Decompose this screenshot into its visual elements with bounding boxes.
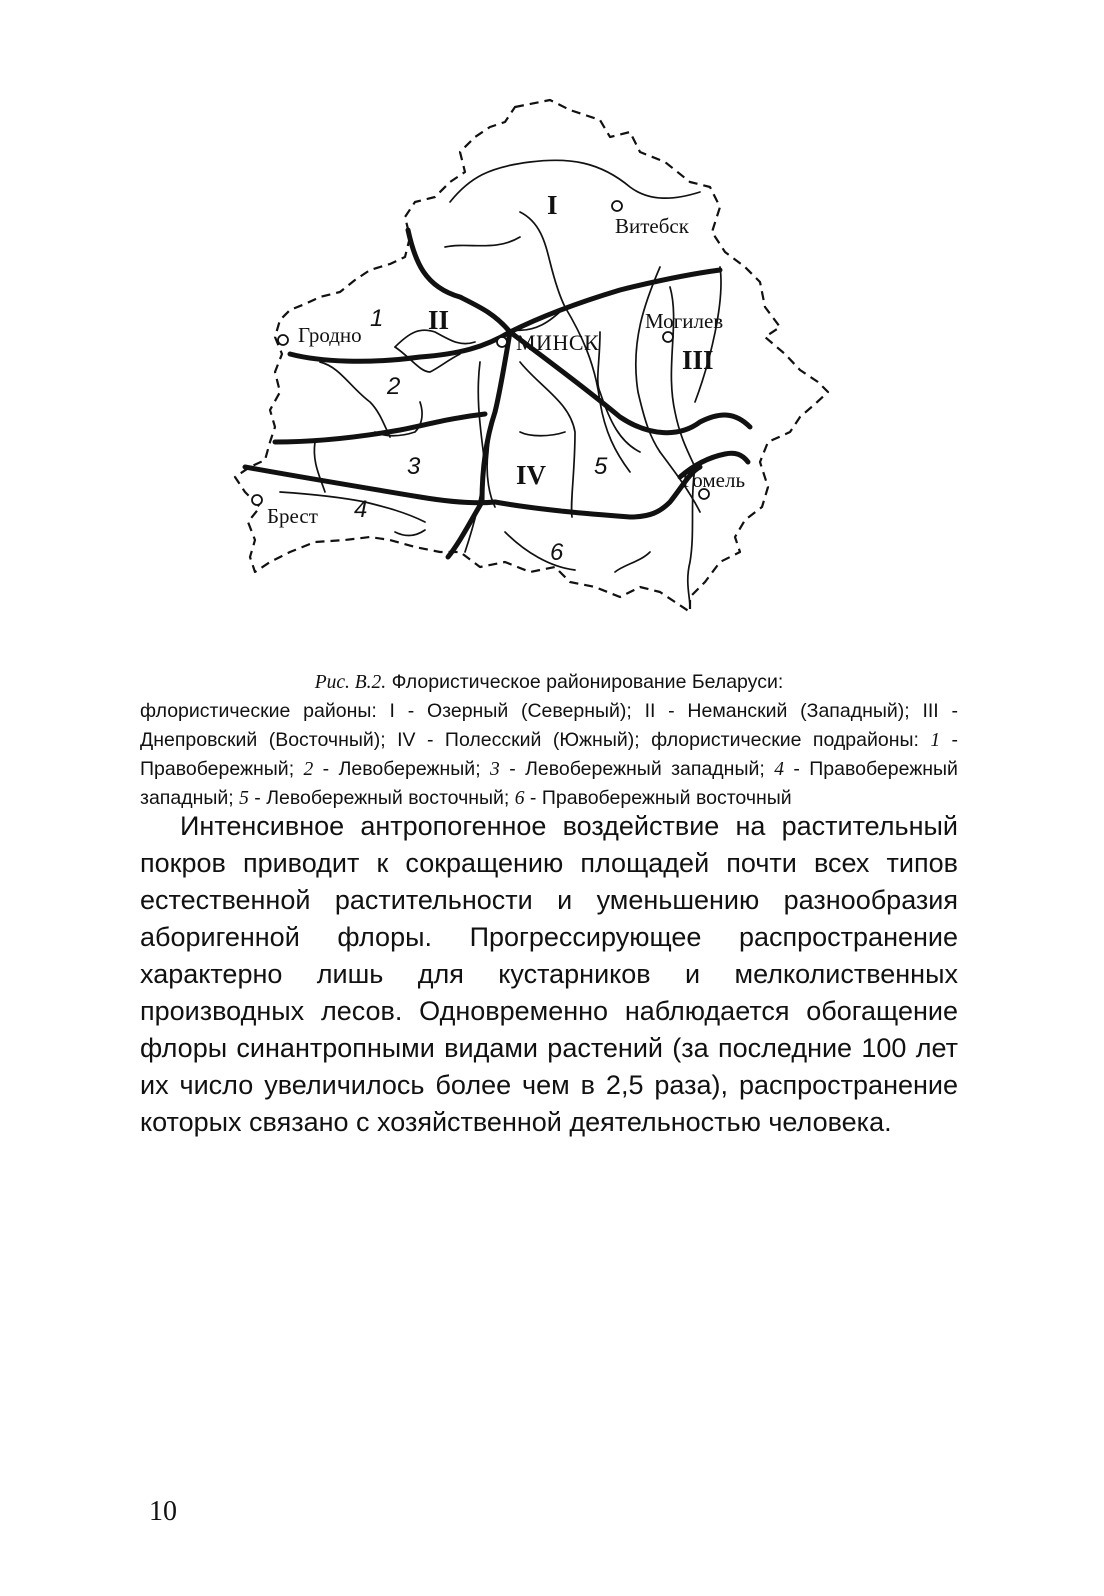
caption-title-line bbox=[140, 668, 958, 697]
caption-subregion-num-5: 5 bbox=[239, 788, 249, 809]
caption-region-text-3: Днепровский (Восточный) bbox=[140, 729, 381, 751]
caption-subregion-num-4: 4 bbox=[774, 759, 784, 780]
belarus-map bbox=[220, 92, 840, 652]
caption-region-text-1: Озерный (Северный) bbox=[426, 700, 627, 722]
city-dot-grodno bbox=[278, 335, 288, 345]
caption-region-text-4: Полесский (Южный) bbox=[444, 729, 635, 751]
caption-region-num-4: IV bbox=[397, 729, 416, 751]
page-number: 10 bbox=[149, 1496, 177, 1527]
subregion-label-6: 6 bbox=[550, 539, 564, 566]
river-2 bbox=[520, 212, 565, 307]
city-dot-mogilev bbox=[663, 332, 673, 342]
river-13 bbox=[320, 362, 390, 437]
caption-subregions-intro: флористические подрайоны: bbox=[651, 729, 919, 751]
caption-region-text-2: Неманский (Западный) bbox=[687, 700, 905, 722]
city-dot-vitebsk bbox=[612, 201, 622, 211]
floristic-map-figure bbox=[220, 92, 840, 652]
river-22 bbox=[395, 530, 425, 536]
caption-fig-label: Рис. В.2. bbox=[314, 672, 387, 693]
subregion-label-4: 4 bbox=[354, 496, 368, 523]
caption-subregion-num-3: 3 bbox=[490, 759, 500, 780]
caption-subregion-num-1: 1 bbox=[930, 730, 941, 751]
river-23 bbox=[505, 532, 575, 570]
caption-title: Флористическое районирование Беларуси: bbox=[391, 671, 784, 693]
river-20 bbox=[615, 552, 650, 572]
caption-region-num-3: III bbox=[922, 700, 939, 722]
region-label-IV: IV bbox=[516, 460, 547, 490]
river-17 bbox=[314, 442, 325, 492]
subregion-label-3: 3 bbox=[407, 453, 421, 480]
figure-caption: Рис. В.2. Флористическое районирование Беларуси: флористические районы: I - Озерный (Северный); II - Неманский (Западный); III - Днепровский (Восточный); IV - Полесский (Южный); флористические подрайоны: 1 - Правобережный; 2 - Левобережный; 3 - Левобережный западный; 4 - Правобережный западный; 5 - Левобережный восточный; 6 - Правобережный восточный bbox=[140, 668, 958, 813]
region-label-III: III bbox=[682, 345, 714, 375]
river-1 bbox=[450, 160, 700, 202]
city-label-brest: Брест bbox=[267, 504, 318, 528]
boundary-2-3 bbox=[275, 414, 485, 442]
river-10 bbox=[598, 332, 640, 452]
city-label-mogilev: Могилев bbox=[645, 309, 724, 333]
city-label-minsk: МИНСК bbox=[516, 330, 600, 355]
region-label-II: II bbox=[428, 305, 450, 335]
city-dot-brest bbox=[252, 495, 262, 505]
city-label-grodno: Гродно bbox=[298, 323, 362, 347]
caption-subregion-text-1: Правобережный bbox=[140, 758, 289, 780]
caption-region-num-1: I bbox=[389, 700, 395, 722]
caption-subregion-text-4: Правобережный западный bbox=[140, 758, 958, 809]
river-11 bbox=[520, 362, 575, 517]
river-6 bbox=[636, 267, 660, 452]
river-4 bbox=[445, 237, 520, 247]
subregion-label-2: 2 bbox=[387, 373, 401, 400]
caption-subregion-text-2: Левобережный bbox=[338, 758, 476, 780]
body-paragraph: Интенсивное антропогенное воздействие на растительный покров приводит к сокращению площадей почти всех типов естественной растительности и уменьшению разнообразия аборигенной флоры. Прогрессирующее распространение характерно лишь для кустарников и мелколиственных производных лесов. Одновременно наблюдается обогащение флоры синантропными видами растений (за последние 100 лет их число увеличилось более чем в 2,5 раза), распространение которых связано с хозяйственной деятельностью человека. bbox=[140, 811, 958, 1137]
subregion-label-1: 1 bbox=[370, 305, 384, 332]
caption-regions-intro: флористические районы: bbox=[140, 700, 377, 722]
city-label-vitebsk: Витебск bbox=[615, 214, 689, 238]
caption-subregion-text-5: Левобережный восточный bbox=[266, 787, 504, 809]
region-label-I: I bbox=[547, 190, 558, 220]
city-label-gomel: Гомель bbox=[682, 468, 746, 492]
subregion-label-5: 5 bbox=[594, 453, 608, 480]
caption-subregion-text-3: Левобережный западный bbox=[525, 758, 760, 780]
caption-region-num-2: II bbox=[644, 700, 656, 722]
river-8 bbox=[695, 267, 721, 402]
boundary-3-4 bbox=[245, 467, 495, 503]
caption-subregion-num-6: 6 bbox=[514, 788, 525, 809]
caption-subregion-text-6: Правобережный восточный bbox=[541, 787, 792, 809]
city-dot-minsk bbox=[497, 337, 507, 347]
caption-subregion-num-2: 2 bbox=[303, 759, 314, 780]
country-border bbox=[235, 100, 828, 612]
river-21 bbox=[520, 432, 565, 436]
